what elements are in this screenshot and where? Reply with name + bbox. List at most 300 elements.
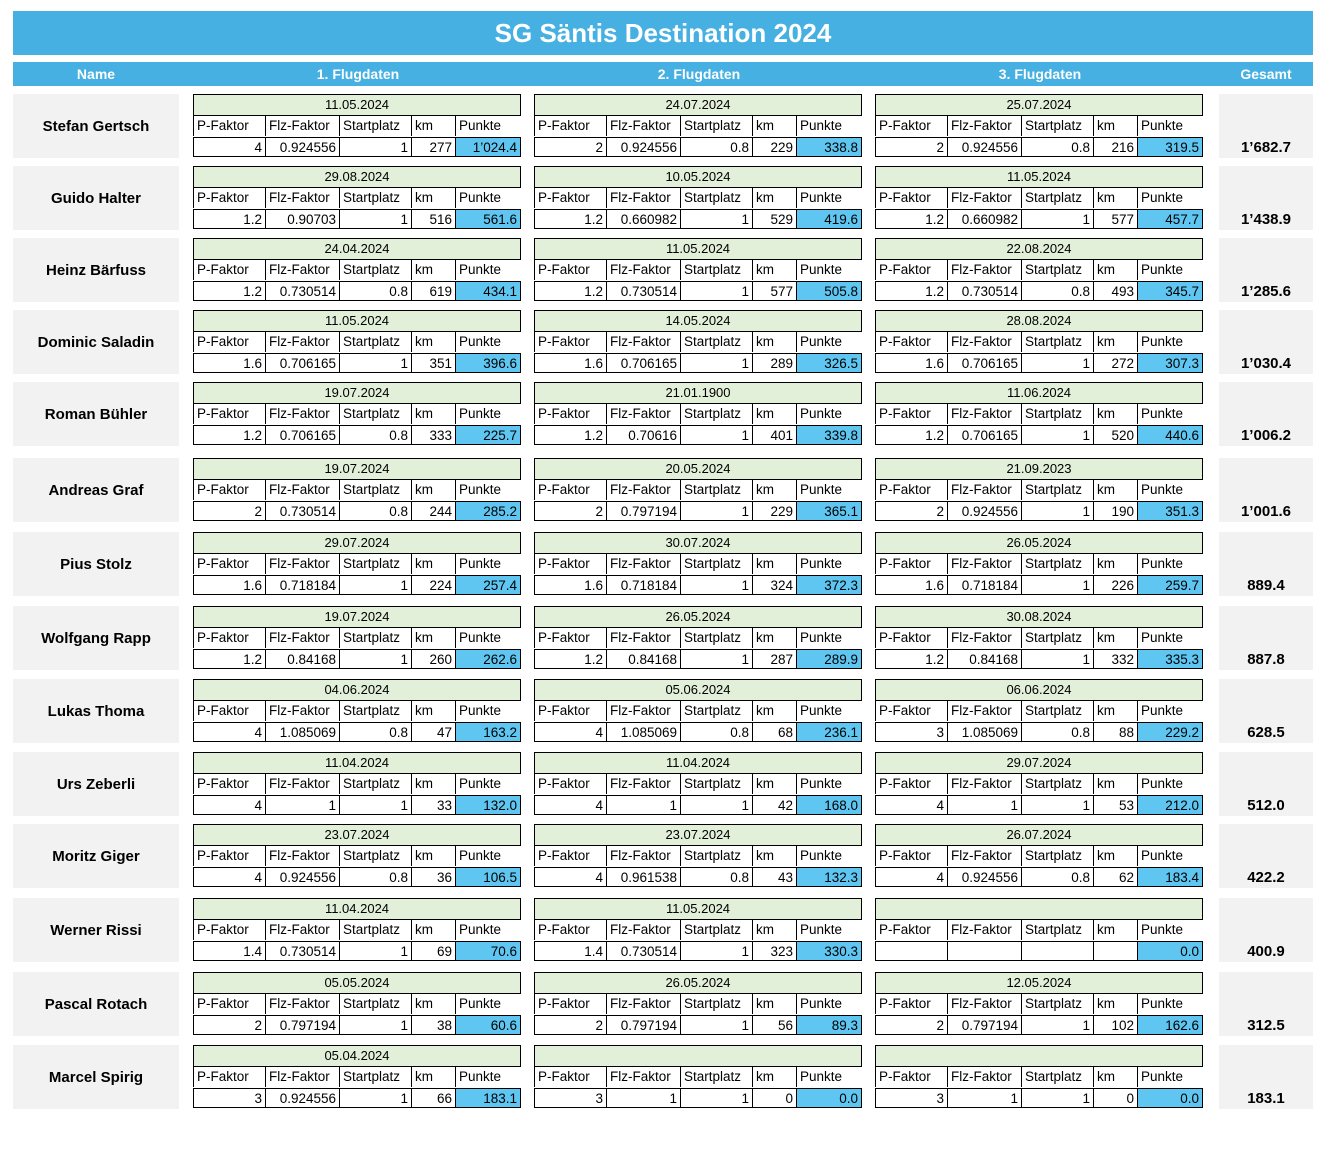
field-label: Flz-Faktor — [606, 774, 680, 794]
flight-block — [534, 679, 862, 743]
flight-date: 11.05.2024 — [534, 898, 862, 920]
flight-block — [193, 752, 521, 816]
field-label: Punkte — [1137, 774, 1203, 794]
field-label: Startplatz — [680, 332, 752, 352]
flight-block — [534, 898, 862, 962]
field-label: P-Faktor — [875, 260, 947, 280]
field-label: Punkte — [796, 480, 862, 500]
field-label: km — [411, 628, 455, 648]
field-label: km — [411, 1067, 455, 1087]
header-flight-1: 1. Flugdaten — [316, 66, 400, 82]
field-value-p: 1.2 — [875, 281, 947, 301]
field-value-pts: 106.5 — [455, 867, 521, 887]
field-label: km — [1093, 260, 1137, 280]
field-value-pts: 396.6 — [455, 353, 521, 373]
field-value-km: 216 — [1093, 137, 1137, 157]
field-label: Flz-Faktor — [265, 994, 339, 1014]
field-value-start: 1 — [680, 281, 752, 301]
field-label: km — [1093, 554, 1137, 574]
field-label: P-Faktor — [193, 994, 265, 1014]
pilot-total: 400.9 — [1219, 898, 1313, 962]
field-label: Startplatz — [680, 116, 752, 136]
field-label: Startplatz — [339, 628, 411, 648]
field-label: km — [752, 480, 796, 500]
field-label: Startplatz — [339, 1067, 411, 1087]
flight-date — [875, 1045, 1203, 1067]
field-value-p: 1.2 — [534, 209, 606, 229]
field-value-p: 1.2 — [193, 649, 265, 669]
field-value-km: 260 — [411, 649, 455, 669]
field-value-start: 1 — [339, 941, 411, 961]
field-value-p: 4 — [193, 137, 265, 157]
field-value-p — [875, 941, 947, 961]
field-value-km: 47 — [411, 722, 455, 742]
field-value-start: 0.8 — [339, 722, 411, 742]
field-label: Flz-Faktor — [947, 920, 1021, 940]
field-value-pts: 257.4 — [455, 575, 521, 595]
field-value-km: 0 — [752, 1088, 796, 1108]
field-value-flz: 0.706165 — [606, 353, 680, 373]
field-value-km: 333 — [411, 425, 455, 445]
field-label: Flz-Faktor — [265, 116, 339, 136]
field-value-p: 1.2 — [534, 649, 606, 669]
field-value-start: 0.8 — [339, 281, 411, 301]
field-label: P-Faktor — [534, 554, 606, 574]
field-value-p: 2 — [534, 1015, 606, 1035]
field-label: Startplatz — [1021, 116, 1093, 136]
field-label: Flz-Faktor — [947, 260, 1021, 280]
field-value-flz: 1 — [606, 1088, 680, 1108]
field-label: Flz-Faktor — [947, 994, 1021, 1014]
flight-block — [534, 310, 862, 374]
field-value-start: 0.8 — [680, 722, 752, 742]
field-value-p: 3 — [534, 1088, 606, 1108]
pilot-name: Werner Rissi — [13, 898, 179, 962]
field-label: Flz-Faktor — [265, 628, 339, 648]
field-value-start: 0.8 — [1021, 867, 1093, 887]
field-label: km — [752, 332, 796, 352]
field-label: Punkte — [796, 404, 862, 424]
field-label: P-Faktor — [534, 188, 606, 208]
field-label: Startplatz — [1021, 480, 1093, 500]
field-value-flz: 0.730514 — [265, 281, 339, 301]
field-value-km: 0 — [1093, 1088, 1137, 1108]
flight-block — [875, 458, 1203, 522]
field-value-km: 351 — [411, 353, 455, 373]
field-value-pts: 236.1 — [796, 722, 862, 742]
field-value-pts: 0.0 — [1137, 941, 1203, 961]
flight-block — [875, 898, 1203, 962]
flight-date: 05.04.2024 — [193, 1045, 521, 1067]
field-label: Punkte — [1137, 404, 1203, 424]
field-label: km — [411, 404, 455, 424]
field-label: Punkte — [796, 994, 862, 1014]
pilot-total: 512.0 — [1219, 752, 1313, 816]
field-label: Startplatz — [339, 701, 411, 721]
field-label: Punkte — [796, 116, 862, 136]
field-value-flz: 0.660982 — [947, 209, 1021, 229]
field-value-start: 1 — [339, 575, 411, 595]
field-label: Flz-Faktor — [606, 260, 680, 280]
field-value-flz: 0.706165 — [265, 425, 339, 445]
field-value-km — [1093, 941, 1137, 961]
field-label: Punkte — [1137, 260, 1203, 280]
field-label: P-Faktor — [193, 1067, 265, 1087]
field-value-pts: 505.8 — [796, 281, 862, 301]
field-label: Punkte — [796, 628, 862, 648]
field-label: km — [1093, 701, 1137, 721]
field-value-p: 1.2 — [193, 281, 265, 301]
field-label: Startplatz — [339, 404, 411, 424]
field-value-km: 272 — [1093, 353, 1137, 373]
field-value-start: 0.8 — [339, 501, 411, 521]
field-label: Startplatz — [339, 260, 411, 280]
field-label: km — [411, 920, 455, 940]
field-value-flz — [947, 941, 1021, 961]
field-value-flz: 0.706165 — [947, 425, 1021, 445]
field-label: Startplatz — [1021, 628, 1093, 648]
field-label: Flz-Faktor — [947, 480, 1021, 500]
field-label: km — [752, 188, 796, 208]
field-value-flz: 0.718184 — [947, 575, 1021, 595]
field-value-km: 33 — [411, 795, 455, 815]
field-value-km: 66 — [411, 1088, 455, 1108]
field-label: Punkte — [1137, 554, 1203, 574]
field-value-start: 1 — [1021, 425, 1093, 445]
field-label: km — [752, 994, 796, 1014]
flight-block — [193, 532, 521, 596]
field-value-km: 190 — [1093, 501, 1137, 521]
flight-date: 24.04.2024 — [193, 238, 521, 260]
field-label: km — [1093, 628, 1137, 648]
field-label: km — [752, 920, 796, 940]
field-label: Flz-Faktor — [947, 116, 1021, 136]
field-label: Punkte — [455, 332, 521, 352]
field-value-start: 0.8 — [1021, 281, 1093, 301]
field-value-flz: 0.924556 — [947, 501, 1021, 521]
field-label: Startplatz — [339, 116, 411, 136]
pilot-total: 889.4 — [1219, 532, 1313, 596]
flight-date: 21.09.2023 — [875, 458, 1203, 480]
header-name: Name — [76, 66, 116, 82]
field-value-km: 520 — [1093, 425, 1137, 445]
field-value-p: 1.2 — [193, 425, 265, 445]
flight-date: 11.05.2024 — [875, 166, 1203, 188]
field-value-p: 1.6 — [534, 575, 606, 595]
field-label: km — [411, 332, 455, 352]
field-value-km: 43 — [752, 867, 796, 887]
flight-block — [534, 752, 862, 816]
field-label: Flz-Faktor — [947, 554, 1021, 574]
field-label: Flz-Faktor — [606, 701, 680, 721]
field-value-pts: 60.6 — [455, 1015, 521, 1035]
field-label: P-Faktor — [875, 994, 947, 1014]
pilot-name: Roman Bühler — [13, 382, 179, 446]
field-value-km: 229 — [752, 501, 796, 521]
field-value-flz: 0.924556 — [265, 867, 339, 887]
field-value-km: 56 — [752, 1015, 796, 1035]
field-value-p: 3 — [193, 1088, 265, 1108]
field-label: Startplatz — [680, 188, 752, 208]
field-label: Startplatz — [339, 188, 411, 208]
flight-date: 11.06.2024 — [875, 382, 1203, 404]
field-label: P-Faktor — [534, 920, 606, 940]
field-value-pts: 168.0 — [796, 795, 862, 815]
field-value-start: 1 — [680, 1015, 752, 1035]
flight-block — [193, 310, 521, 374]
field-label: Punkte — [796, 920, 862, 940]
field-value-km: 529 — [752, 209, 796, 229]
field-value-p: 1.2 — [875, 425, 947, 445]
field-value-p: 4 — [534, 867, 606, 887]
field-label: P-Faktor — [875, 774, 947, 794]
field-value-p: 4 — [534, 795, 606, 815]
flight-date: 06.06.2024 — [875, 679, 1203, 701]
field-label: P-Faktor — [193, 920, 265, 940]
field-label: Startplatz — [680, 994, 752, 1014]
field-label: Flz-Faktor — [265, 480, 339, 500]
field-value-pts: 259.7 — [1137, 575, 1203, 595]
field-value-km: 324 — [752, 575, 796, 595]
flight-date: 24.07.2024 — [534, 94, 862, 116]
field-label: P-Faktor — [193, 404, 265, 424]
field-value-p: 1.6 — [875, 575, 947, 595]
field-value-km: 289 — [752, 353, 796, 373]
field-label: P-Faktor — [534, 701, 606, 721]
flight-date: 05.05.2024 — [193, 972, 521, 994]
field-value-pts: 289.9 — [796, 649, 862, 669]
field-value-km: 229 — [752, 137, 796, 157]
flight-date: 30.08.2024 — [875, 606, 1203, 628]
field-label: Punkte — [455, 554, 521, 574]
field-label: Punkte — [1137, 628, 1203, 648]
field-label: P-Faktor — [534, 404, 606, 424]
field-label: P-Faktor — [875, 701, 947, 721]
field-label: Punkte — [455, 480, 521, 500]
field-label: Flz-Faktor — [606, 332, 680, 352]
field-label: P-Faktor — [193, 846, 265, 866]
field-value-start: 1 — [1021, 209, 1093, 229]
field-label: Startplatz — [1021, 774, 1093, 794]
field-label: km — [1093, 920, 1137, 940]
field-label: Flz-Faktor — [947, 628, 1021, 648]
field-label: Flz-Faktor — [947, 332, 1021, 352]
field-label: P-Faktor — [875, 920, 947, 940]
field-value-p: 1.6 — [534, 353, 606, 373]
field-value-km: 323 — [752, 941, 796, 961]
field-value-flz: 1 — [947, 1088, 1021, 1108]
field-value-p: 4 — [193, 722, 265, 742]
field-value-km: 38 — [411, 1015, 455, 1035]
header-total: Gesamt — [1240, 66, 1292, 82]
pilot-total: 628.5 — [1219, 679, 1313, 743]
field-value-pts: 162.6 — [1137, 1015, 1203, 1035]
flight-block — [534, 606, 862, 670]
flight-block — [875, 94, 1203, 158]
field-label: km — [1093, 116, 1137, 136]
field-value-start: 1 — [1021, 649, 1093, 669]
field-value-km: 244 — [411, 501, 455, 521]
field-label: Flz-Faktor — [606, 116, 680, 136]
field-value-pts: 335.3 — [1137, 649, 1203, 669]
field-value-p: 1.2 — [534, 425, 606, 445]
field-label: Punkte — [455, 846, 521, 866]
pilot-name: Dominic Saladin — [13, 310, 179, 374]
field-value-p: 1.6 — [193, 575, 265, 595]
field-value-flz: 0.70616 — [606, 425, 680, 445]
pilot-total: 1’438.9 — [1219, 166, 1313, 230]
header-flight-2: 2. Flugdaten — [657, 66, 741, 82]
field-value-km: 619 — [411, 281, 455, 301]
field-value-pts: 262.6 — [455, 649, 521, 669]
field-label: P-Faktor — [193, 774, 265, 794]
flight-block — [193, 94, 521, 158]
field-label: km — [752, 774, 796, 794]
field-label: Flz-Faktor — [265, 404, 339, 424]
pilot-name: Moritz Giger — [13, 824, 179, 888]
field-label: Startplatz — [339, 846, 411, 866]
field-value-km: 102 — [1093, 1015, 1137, 1035]
field-value-flz: 0.730514 — [265, 501, 339, 521]
field-value-flz: 0.84168 — [606, 649, 680, 669]
pilot-name: Marcel Spirig — [13, 1045, 179, 1109]
field-label: P-Faktor — [875, 628, 947, 648]
field-value-start: 1 — [1021, 575, 1093, 595]
flight-block — [193, 238, 521, 302]
field-label: Flz-Faktor — [265, 701, 339, 721]
field-label: P-Faktor — [193, 332, 265, 352]
field-label: km — [1093, 404, 1137, 424]
flight-date: 29.07.2024 — [193, 532, 521, 554]
field-value-start: 0.8 — [339, 867, 411, 887]
field-value-p: 4 — [875, 795, 947, 815]
field-label: km — [752, 116, 796, 136]
field-label: Startplatz — [339, 480, 411, 500]
field-value-km: 577 — [752, 281, 796, 301]
field-label: Punkte — [796, 701, 862, 721]
field-label: km — [411, 994, 455, 1014]
field-value-km: 226 — [1093, 575, 1137, 595]
pilot-name: Andreas Graf — [13, 458, 179, 522]
field-value-flz: 0.924556 — [947, 867, 1021, 887]
field-label: km — [411, 260, 455, 280]
field-label: P-Faktor — [193, 188, 265, 208]
field-label: km — [752, 628, 796, 648]
field-value-pts: 132.0 — [455, 795, 521, 815]
field-label: Startplatz — [680, 404, 752, 424]
flight-block — [193, 458, 521, 522]
flight-block — [534, 972, 862, 1036]
flight-block — [875, 606, 1203, 670]
flight-block — [875, 824, 1203, 888]
flight-date: 10.05.2024 — [534, 166, 862, 188]
field-label: Punkte — [1137, 332, 1203, 352]
field-label: Flz-Faktor — [947, 701, 1021, 721]
field-value-pts: 285.2 — [455, 501, 521, 521]
field-value-start: 1 — [339, 1088, 411, 1108]
field-label: km — [411, 846, 455, 866]
flight-date: 25.07.2024 — [875, 94, 1203, 116]
field-label: P-Faktor — [534, 994, 606, 1014]
flight-block — [193, 679, 521, 743]
field-label: Flz-Faktor — [606, 1067, 680, 1087]
field-label: km — [1093, 994, 1137, 1014]
field-value-flz: 0.706165 — [947, 353, 1021, 373]
field-label: km — [1093, 774, 1137, 794]
field-value-p: 4 — [534, 722, 606, 742]
field-label: Flz-Faktor — [265, 332, 339, 352]
field-value-p: 2 — [534, 501, 606, 521]
pilot-total: 1’030.4 — [1219, 310, 1313, 374]
field-label: Flz-Faktor — [265, 774, 339, 794]
field-value-flz: 0.797194 — [265, 1015, 339, 1035]
field-value-p: 4 — [875, 867, 947, 887]
flight-block — [875, 679, 1203, 743]
field-value-start: 1 — [339, 1015, 411, 1035]
field-value-start: 1 — [339, 353, 411, 373]
field-value-pts: 89.3 — [796, 1015, 862, 1035]
flight-date: 11.04.2024 — [193, 898, 521, 920]
field-label: Startplatz — [680, 628, 752, 648]
field-label: Startplatz — [1021, 554, 1093, 574]
flight-block — [193, 1045, 521, 1109]
field-label: Startplatz — [1021, 404, 1093, 424]
field-label: km — [1093, 480, 1137, 500]
field-value-pts: 372.3 — [796, 575, 862, 595]
field-value-p: 1.2 — [534, 281, 606, 301]
field-value-km: 69 — [411, 941, 455, 961]
flight-date: 23.07.2024 — [193, 824, 521, 846]
flight-block — [193, 166, 521, 230]
field-label: Punkte — [455, 628, 521, 648]
field-value-p: 1.2 — [875, 209, 947, 229]
flight-date: 11.05.2024 — [534, 238, 862, 260]
pilot-name: Urs Zeberli — [13, 752, 179, 816]
field-value-flz: 0.730514 — [606, 941, 680, 961]
flight-date: 14.05.2024 — [534, 310, 862, 332]
field-value-start: 1 — [1021, 795, 1093, 815]
field-value-p: 3 — [875, 722, 947, 742]
field-label: Flz-Faktor — [265, 920, 339, 940]
header-bar — [13, 62, 1313, 86]
field-label: Flz-Faktor — [265, 188, 339, 208]
flight-date: 26.07.2024 — [875, 824, 1203, 846]
field-value-flz: 0.924556 — [947, 137, 1021, 157]
field-value-p: 1.2 — [875, 649, 947, 669]
flight-block — [193, 606, 521, 670]
pilot-total: 887.8 — [1219, 606, 1313, 670]
field-label: P-Faktor — [534, 260, 606, 280]
field-label: Startplatz — [339, 994, 411, 1014]
pilot-name: Pascal Rotach — [13, 972, 179, 1036]
field-value-p: 2 — [875, 1015, 947, 1035]
pilot-total: 312.5 — [1219, 972, 1313, 1036]
field-value-pts: 0.0 — [1137, 1088, 1203, 1108]
field-label: Startplatz — [680, 554, 752, 574]
field-value-flz: 0.84168 — [265, 649, 339, 669]
field-value-start: 0.8 — [339, 425, 411, 445]
field-value-km: 62 — [1093, 867, 1137, 887]
flight-date: 11.04.2024 — [193, 752, 521, 774]
pilot-total: 422.2 — [1219, 824, 1313, 888]
field-label: Punkte — [455, 404, 521, 424]
field-label: Punkte — [1137, 1067, 1203, 1087]
flight-date: 19.07.2024 — [193, 382, 521, 404]
field-label: P-Faktor — [875, 404, 947, 424]
flight-date: 19.07.2024 — [193, 458, 521, 480]
field-value-start: 1 — [1021, 501, 1093, 521]
flight-block — [875, 166, 1203, 230]
